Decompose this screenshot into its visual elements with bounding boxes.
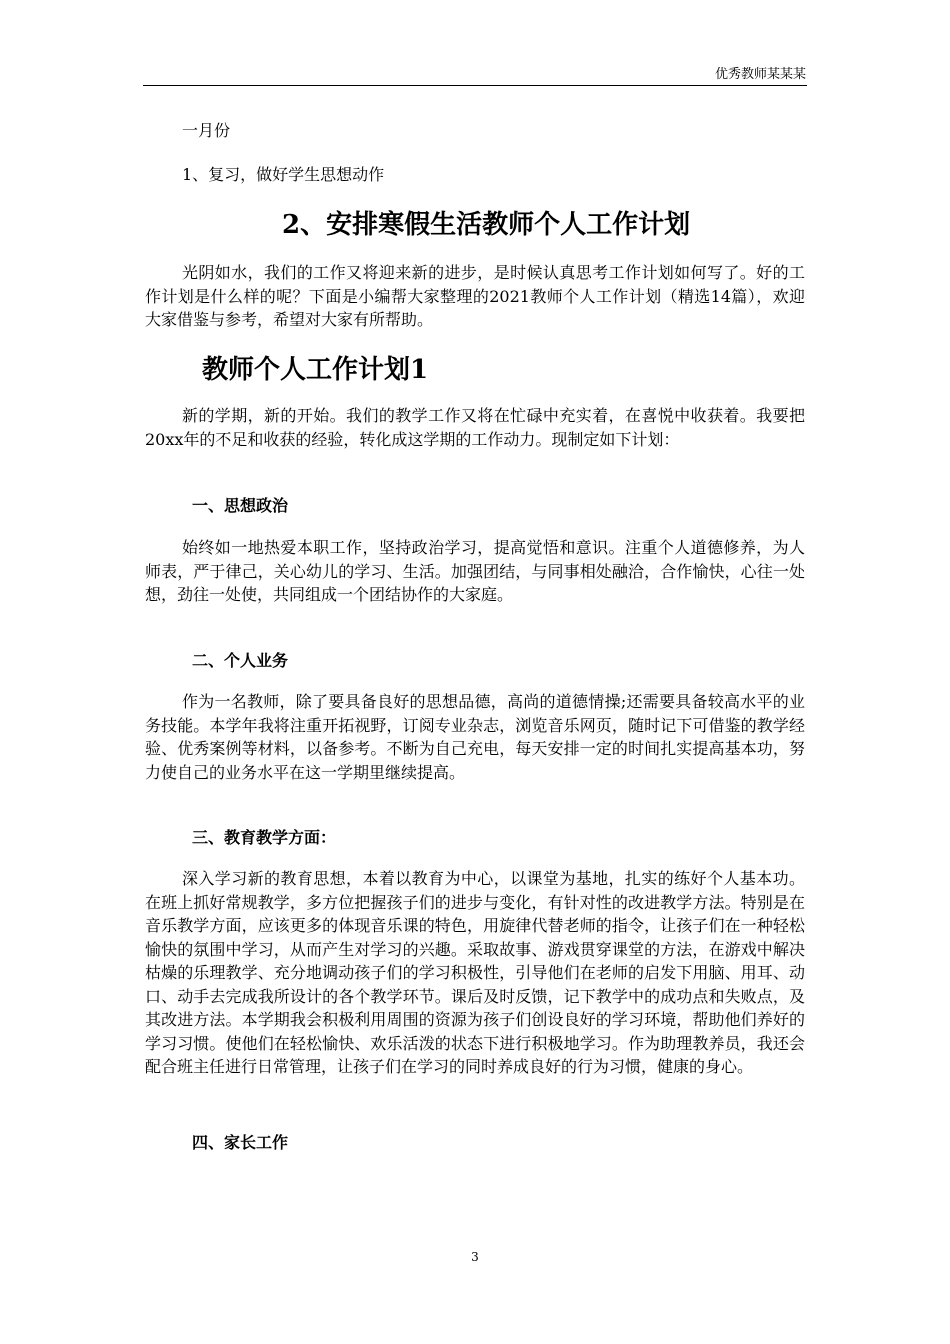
running-header: 优秀教师某某某 [714, 67, 806, 82]
list-item: 1、复习，做好学生思想动作 [182, 165, 385, 184]
header-divider [143, 85, 807, 86]
section-heading: 一、思想政治 [192, 496, 289, 515]
section-heading: 二、个人业务 [192, 651, 289, 670]
section-body: 作为一名教师，除了要具备良好的思想品德，高尚的道德情操;还需要具备较高水平的业务技能。本学年我将注重开拓视野，订阅专业杂志，浏览音乐网页，随时记下可借鉴的教学经验、优秀案例等材料，以备参考。不断为自己充电，每天安排一定的时间扎实提高基本功，努力使自己的业务水平在这一学期里继续提高。 [145, 692, 805, 782]
opening-paragraph: 新的学期，新的开始。我们的教学工作又将在忙碌中充实着，在喜悦中收获着。我要把20xx年的不足和收获的经验，转化成这学期的工作动力。现制定如下计划： [145, 406, 805, 449]
section-body: 深入学习新的教育思想，本着以教育为中心，以课堂为基地，扎实的练好个人基本功。在班上抓好常规教学，多方位把握孩子们的进步与变化，有针对性的改进教学方法。特别是在音乐教学方面，应该更多的体现音乐课的特色，用旋律代替老师的指令，让孩子们在一种轻松愉快的氛围中学习，从而产生对学习的兴趣。采取故事、游戏贯穿课堂的方法，在游戏中解决枯燥的乐理教学、充分地调动孩子们的学习积极性，引导他们在老师的启发下用脑、用耳、动口、动手去完成我所设计的各个教学环节。课后及时反馈，记下教学中的成功点和失败点，及其改进方法。本学期我会积极利用周围的资源为孩子们创设良好的学习环境，帮助他们养好的学习习惯。使他们在轻松愉快、欢乐活泼的状态下进行积极地学习。作为助理教养员，我还会配合班主任进行日常管理，让孩子们在学习的同时养成良好的行为习惯，健康的身心。 [145, 869, 805, 1076]
section-body: 始终如一地热爱本职工作，坚持政治学习，提高觉悟和意识。注重个人道德修养，为人师表，严于律己，关心幼儿的学习、生活。加强团结，与同事相处融洽，合作愉快，心往一处想，劲往一处使，共同组成一个团结协作的大家庭。 [145, 538, 805, 604]
month-label: 一月份 [182, 121, 231, 140]
article-title: 教师个人工作计划1 [202, 355, 429, 385]
section-heading: 三、教育教学方面： [192, 828, 337, 847]
page-number: 3 [471, 1250, 479, 1264]
section-title: 2、安排寒假生活教师个人工作计划 [282, 210, 691, 240]
intro-paragraph: 光阴如水，我们的工作又将迎来新的进步，是时候认真思考工作计划如何写了。好的工作计划是什么样的呢？下面是小编帮大家整理的2021教师个人工作计划（精选14篇），欢迎大家借鉴与参考，希望对大家有所帮助。 [145, 263, 805, 329]
section-heading: 四、家长工作 [192, 1133, 289, 1152]
